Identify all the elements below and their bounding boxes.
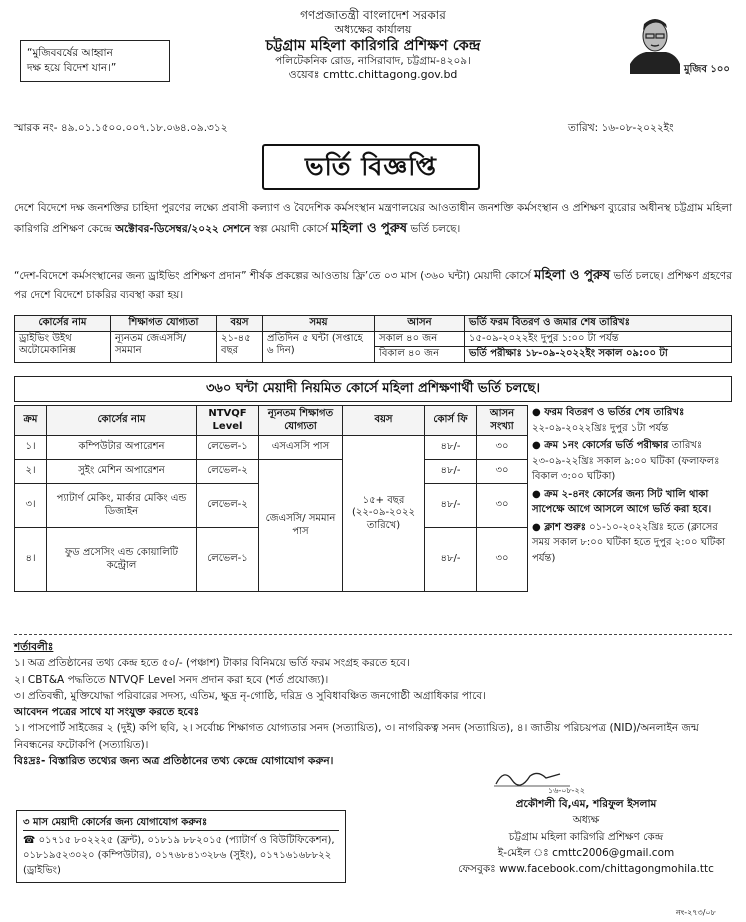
course-fee: ৪৮/- — [425, 484, 477, 528]
note-bold: ক্রম ১নং কোর্সের ভর্তি পরীক্ষার — [544, 440, 669, 451]
office-name: অধ্যক্ষের কার্যালয় — [334, 23, 412, 36]
terms-title: শর্তাবলীঃ — [14, 641, 54, 653]
course-age-all: ১৫+ বছর (২২-০৯-২০২২ তারিখে) — [343, 436, 425, 592]
course-header-level: NTVQF Level — [197, 406, 259, 436]
terms-note: বিঃদ্রঃ- বিস্তারিত তথ্যের জন্য অত্র প্রতিষ্ঠানের তথ্য কেন্দ্রে যোগাযোগ করুন। — [14, 754, 334, 767]
driving-seats-morning: সকাল ৪০ জন — [375, 331, 465, 347]
memo-number: স্মারক নং- ৪৯.০১.১৫০০.০০৭.১৮.০৬৪.০৯.৩১২ — [14, 122, 228, 134]
portrait-caption: মুজিব ১০০ — [684, 64, 730, 75]
list-item — [532, 438, 732, 485]
driving-text-a: “দেশ-বিদেশে কর্মসংস্থানের জন্য ড্রাইভিং প্রশিক্ষণ প্রদান” শীর্ষক প্রকল্পের আওতায় ফ্রি’তে ০৩ মাস (৩৬০ ঘন্টা) মেয়াদী কোর্সে — [14, 270, 531, 282]
course-name: ফুড প্রসেসিং এন্ড কোয়ালিটি কন্ট্রোল — [47, 528, 197, 592]
driving-table-header — [15, 316, 732, 332]
driving-qualification: ন্যূনতম জেএসসি/ সমমান — [111, 331, 217, 362]
course-level: লেভেল-২ — [197, 484, 259, 528]
terms-section — [14, 634, 732, 769]
course-name: সুইং মেশিন অপারেশন — [47, 460, 197, 484]
contact-box — [16, 810, 346, 883]
signature-date: ১৬-০৮-২২ — [548, 786, 585, 795]
course-header-fee: কোর্স ফি — [425, 406, 477, 436]
terms-item: ২। CBT&A পদ্ধতিতে NTVQF Level সনদ প্রদান করা হবে (শর্ত প্রযোজ্য)। — [14, 673, 329, 686]
driving-exam-date: ভর্তি পরীক্ষাঃ ১৮-০৯-২০২২ইং সকাল ০৯:০০ টা — [465, 347, 732, 363]
note-text: তারিখঃ ২৩-০৯-২২খ্রিঃ সকাল ৯:০০ ঘটিকা (ফলাফলঃ বিকাল ৩:০০ ঘটিকা) — [532, 440, 720, 482]
signature-icon — [490, 764, 600, 794]
note-text: ০১-১০-২০২২খ্রিঃ হতে (ক্লাসের সময় সকাল ৮:০০ ঘটিকা হতে দুপুর ২:০০ ঘটিকা পর্যন্ত) — [532, 521, 726, 564]
course-header-age: বয়স — [343, 406, 425, 436]
reference-number: নং-২৭৩/০৮ — [676, 908, 716, 917]
driving-paragraph — [14, 265, 732, 305]
terms-item: ১। অত্র প্রতিষ্ঠানের তথ্য কেন্দ্র হতে ৫০/- (পঞ্চাশ) টাকার বিনিময়ে ভর্তি ফরম সংগ্রহ করতে হবে। — [14, 657, 410, 670]
driving-seats-afternoon: বিকাল ৪০ জন — [375, 347, 465, 363]
intro-text-a: দেশে বিদেশে দক্ষ জনশক্তির চাহিদা পুরণের লক্ষ্যে প্রবাসী কল্যাণ ও বৈদেশিক কর্মসংস্থান মন্ত্রণালয়ের আওতাধীন জনশক্তি কর্মসংস্থান ও প্রশিক্ষণ ব্যুরোর অধীনস্থ চট্টগ্রাম মহিলা কারিগরি প্রশিক্ষণ কেন্দ্রে — [14, 202, 732, 235]
course-level: লেভেল-২ — [197, 460, 259, 484]
contact-phones: ☎ ০১৭১৫ ৮০২২২৫ (ফ্রন্ট), ০১৮১৯ ৮৮২০১৫ (প্যাটার্ণ ও বিউটিফিকেশন), ০১৮১৯৫২৩০২০ (কম্পিউটার), ০১৭৬৮৪১৩২৮৬ (সুইং), ০১৭১৬১৬৮৮২২ (ড্রাইভিং) — [23, 835, 335, 876]
intro-session: অক্টোবর-ডিসেম্বর/২০২২ সেশনে — [115, 222, 251, 235]
signatory-name: প্রকৌশলী বি,এম, শরিফুল ইসলাম — [515, 798, 657, 810]
table-row — [15, 331, 732, 347]
mujib-100-logo — [622, 14, 730, 76]
center-name: চট্টগ্রাম মহিলা কারিগরি প্রশিক্ষণ কেন্দ্র — [265, 37, 481, 54]
course-seats: ৩০ — [477, 528, 528, 592]
course-header-seats: আসন সংখ্যা — [477, 406, 528, 436]
driving-header-time: সময় — [263, 316, 375, 332]
intro-paragraph — [14, 200, 732, 240]
table-row — [15, 436, 528, 460]
course-seats: ৩০ — [477, 460, 528, 484]
terms-item: ৩। প্রতিবন্ধী, মুক্তিযোদ্ধা পরিবারের সদস্য, এতিম, ক্ষুদ্র নৃ-গোষ্ঠি, দরিদ্র ও সুবিধাবঞ্চিত জনগোষ্ঠী অগ্রাধিকার পাবে। — [14, 689, 486, 702]
signatory-block — [440, 796, 732, 877]
course-name: কম্পিউটার অপারেশন — [47, 436, 197, 460]
driving-course-table — [14, 315, 732, 363]
notice-date: তারিখ: ১৬-০৮-২০২২ইং — [568, 122, 674, 134]
course-header-qualification: ন্যূনতম শিক্ষাগত যোগ্যতা — [259, 406, 343, 436]
regular-course-table — [14, 405, 528, 592]
note-bullet-icon: ● — [532, 521, 545, 533]
course-level: লেভেল-১ — [197, 528, 259, 592]
note-text: ২২-০৯-২০২২খ্রিঃ দুপুর ১টা পর্যন্ত — [532, 422, 669, 434]
course-seats: ৩০ — [477, 436, 528, 460]
notice-title: ভর্তি বিজ্ঞপ্তি — [262, 144, 480, 190]
attachments-title: আবেদন পত্রের সাথে যা সংযুক্ত করতে হবেঃ — [14, 706, 200, 719]
center-address: পলিটেকনিক রোড, নাসিরাবাদ, চট্টগ্রাম-৪২০৯। — [275, 54, 471, 67]
signatory-designation: অধ্যক্ষ — [572, 814, 600, 827]
driving-header-age: বয়স — [217, 316, 263, 332]
contact-email[interactable]: ই-মেইল ঃ cmttc2006@gmail.com — [497, 846, 675, 859]
driving-text-b: ভর্তি চলছে। প্রশিক্ষণ গ্রহণের পর দেশে বিদেশে চাকরির ব্যবস্থা করা হয়। — [14, 270, 733, 302]
note-bold: ফরম বিতরণ ও ভর্তির শেষ তারিখঃ — [544, 407, 685, 418]
driving-header-qualification: শিক্ষাগত যোগ্যতা — [111, 316, 217, 332]
course-level: লেভেল-১ — [197, 436, 259, 460]
course-sl: ১। — [15, 436, 47, 460]
list-item — [532, 487, 732, 518]
course-sl: ৪। — [15, 528, 47, 592]
table-row — [15, 460, 528, 484]
intro-text-c: ভর্তি চলছে। — [410, 222, 461, 235]
slogan-box — [20, 40, 170, 82]
note-bold: ক্রম ২-৪নং কোর্সের জন্য সিট খালি থাকা সাপেক্ষে আগে আসলে আগে ভর্তি করা হবে। — [532, 488, 712, 515]
government-name: গণপ্রজাতন্ত্রী বাংলাদেশ সরকার — [300, 8, 446, 22]
course-qualification-ssc: এসএসসি পাস — [259, 436, 343, 460]
note-bullet-icon: ● — [532, 488, 545, 500]
slogan-line-1: “মুজিববর্ষের আহ্বান — [27, 47, 113, 59]
regular-course-heading: ৩৬০ ঘন্টা মেয়াদী নিয়মিত কোর্সে মহিলা প্রশিক্ষণার্থী ভর্তি চলছে। — [14, 376, 732, 402]
center-website[interactable]: ওয়েবঃ cmttc.chittagong.gov.bd — [288, 68, 458, 81]
driving-age: ২১-৪৫ বছর — [217, 331, 263, 362]
driving-gender: মহিলা ও পুরুষ — [534, 268, 611, 283]
facebook-link[interactable]: ফেসবুকঃ www.facebook.com/chittagongmohila.ttc — [458, 863, 714, 876]
contact-title: ৩ মাস মেয়াদী কোর্সের জন্য যোগাযোগ করুনঃ — [23, 815, 339, 831]
course-fee: ৪৮/- — [425, 528, 477, 592]
course-qualification-jsc: জেএসসি/ সমমান পাস — [259, 460, 343, 592]
driving-deadline: ১৫-০৯-২০২২ইং দুপুর ১:০০ টা পর্যন্ত — [465, 331, 732, 347]
course-table-header — [15, 406, 528, 436]
driving-header-deadline: ভর্তি ফরম বিতরণ ও জমার শেষ তারিখঃ — [465, 316, 732, 332]
attachments-text: ১। পাসপোর্ট সাইজের ২ (দুই) কপি ছবি, ২। সর্বোচ্চ শিক্ষাগত যোগ্যতার সনদ (সত্যায়িত), ৩। নাগরিকত্ব সনদ (সত্যায়িত), ৪। জাতীয় পরিচয়পত্র (NID)/অনলাইন জন্ম নিবন্ধনের ফটোকপি (সত্যায়িত)। — [14, 722, 699, 751]
intro-text-b: স্বল্প মেয়াদী কোর্সে — [253, 222, 328, 235]
course-seats: ৩০ — [477, 484, 528, 528]
admission-notes — [532, 405, 732, 568]
driving-header-seats: আসন — [375, 316, 465, 332]
course-sl: ২। — [15, 460, 47, 484]
note-bullet-icon: ● — [532, 440, 545, 451]
course-name: প্যাটার্ণ মেকিং, মার্কার মেকিং এন্ড ডিজাইন — [47, 484, 197, 528]
signatory-institute: চট্টগ্রাম মহিলা কারিগরি প্রশিক্ষণ কেন্দ্র — [508, 830, 664, 843]
note-bullet-icon: ● — [532, 407, 545, 418]
driving-time: প্রতিদিন ৫ ঘন্টা (সপ্তাহে ৬ দিন) — [263, 331, 375, 362]
list-item — [532, 405, 732, 436]
slogan-line-2: দক্ষ হয়ে বিদেশ যান।” — [27, 62, 117, 75]
course-fee: ৪৮/- — [425, 460, 477, 484]
course-header-name: কোর্সের নাম — [47, 406, 197, 436]
driving-course-name: ড্রাইভিং উইথ অটোমেকানিক্স — [15, 331, 111, 362]
letterhead — [190, 8, 556, 82]
course-fee: ৪৮/- — [425, 436, 477, 460]
course-header-sl: ক্রম — [15, 406, 47, 436]
list-item — [532, 520, 732, 567]
intro-gender: মহিলা ও পুরুষ — [331, 220, 408, 236]
note-bold: ক্লাশ শুরুঃ — [544, 521, 586, 533]
portrait-icon — [630, 19, 680, 74]
driving-header-course: কোর্সের নাম — [15, 316, 111, 332]
course-sl: ৩। — [15, 484, 47, 528]
